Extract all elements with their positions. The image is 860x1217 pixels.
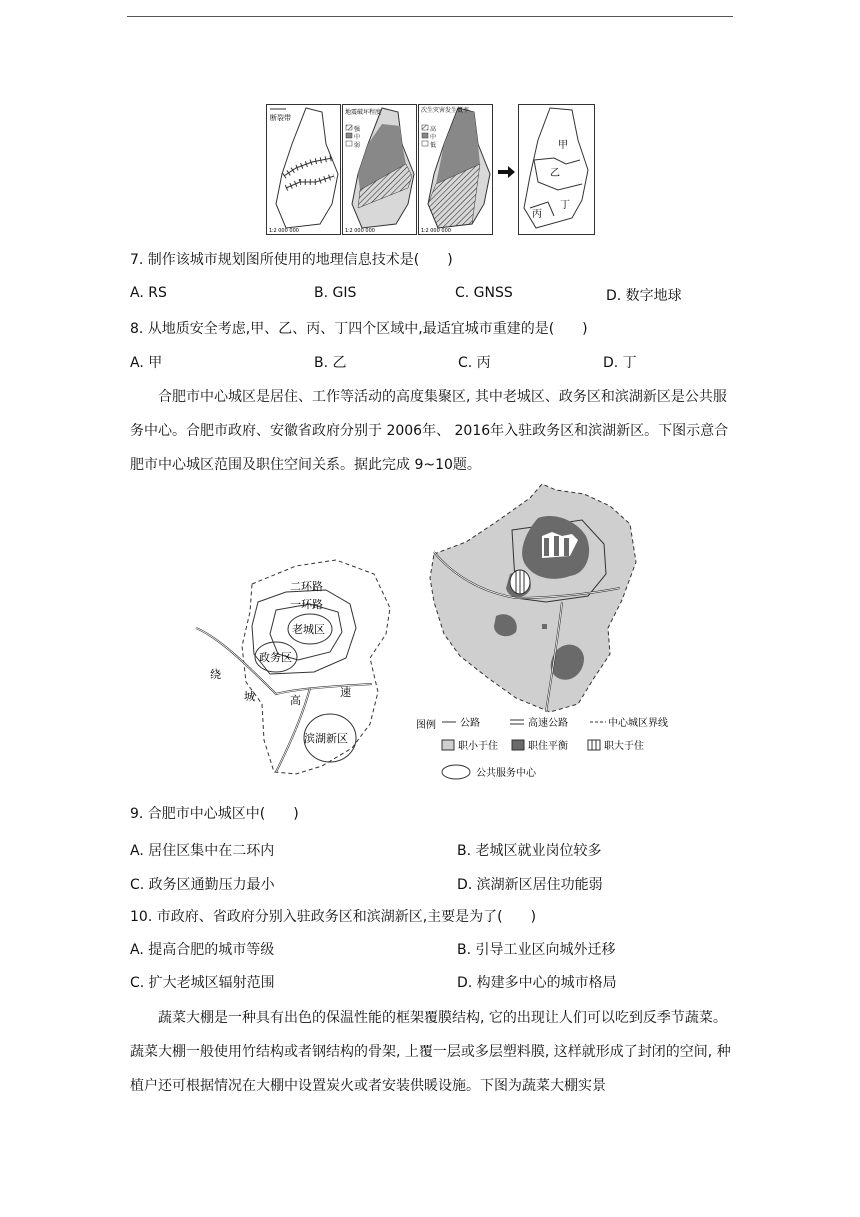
q9-option-b[interactable]: B. 老城区就业岗位较多 — [457, 843, 602, 859]
svg-text:乙: 乙 — [550, 168, 560, 179]
q10-option-b[interactable]: B. 引导工业区向城外迁移 — [457, 942, 616, 958]
q9-stem: 9. 合肥市中心城区中( ) — [130, 806, 299, 822]
q10-option-c[interactable]: C. 扩大老城区辐射范围 — [130, 975, 275, 991]
q8-option-a[interactable]: A. 甲 — [130, 355, 163, 371]
q7-option-c[interactable]: C. GNSS — [455, 285, 513, 301]
svg-text:高速公路: 高速公路 — [528, 718, 568, 729]
svg-text:职住平衡: 职住平衡 — [528, 741, 568, 752]
svg-text:丁: 丁 — [560, 200, 570, 211]
svg-text:弱: 弱 — [354, 142, 361, 149]
svg-text:次生灾害发生概率: 次生灾害发生概率 — [421, 107, 470, 114]
svg-text:公共服务中心: 公共服务中心 — [476, 768, 536, 779]
q10-option-d[interactable]: D. 构建多中心的城市格局 — [457, 975, 617, 991]
svg-text:老城区: 老城区 — [292, 623, 325, 636]
svg-text:1∶2 000 000: 1∶2 000 000 — [345, 228, 375, 234]
passage-greenhouse: 蔬菜大棚是一种具有出色的保温性能的框架覆膜结构, 它的出现让人们可以吃到反季节蔬菜。蔬菜大棚一般使用竹结构或者钢结构的骨架, 上覆一层或多层塑料膜, 这样就形成了封闭的空间, 种植户还可根据情况在大棚中设置炭火或者安装供暖设施。下图为蔬菜大棚实景 — [130, 1010, 731, 1094]
svg-text:一环路: 一环路 — [290, 598, 323, 611]
svg-text:1∶2 000 000: 1∶2 000 000 — [269, 228, 299, 234]
svg-text:丙: 丙 — [532, 209, 542, 220]
map-legend — [416, 716, 668, 779]
svg-text:高: 高 — [430, 126, 437, 133]
q7-option-a[interactable]: A. RS — [130, 285, 167, 301]
q8-stem: 8. 从地质安全考虑,甲、乙、丙、丁四个区域中,最适宜城市重建的是( ) — [130, 321, 588, 337]
q8-option-c[interactable]: C. 丙 — [458, 355, 491, 371]
q9-option-a[interactable]: A. 居住区集中在二环内 — [130, 843, 275, 859]
q9-option-d[interactable]: D. 滨湖新区居住功能弱 — [457, 877, 603, 893]
svg-text:公路: 公路 — [460, 718, 480, 729]
q10-stem: 10. 市政府、省政府分别入驻政务区和滨湖新区,主要是为了( ) — [130, 909, 537, 925]
right-map — [430, 484, 636, 712]
q7-stem: 7. 制作该城市规划图所使用的地理信息技术是( ) — [130, 252, 453, 268]
svg-text:速: 速 — [340, 686, 351, 699]
svg-text:1∶2 000 000: 1∶2 000 000 — [421, 228, 451, 234]
svg-text:滨湖新区: 滨湖新区 — [304, 732, 348, 745]
svg-text:职大于住: 职大于住 — [604, 741, 644, 752]
figure-hefei-maps — [190, 478, 680, 790]
q8-option-d[interactable]: D. 丁 — [603, 355, 637, 371]
q9-option-c[interactable]: C. 政务区通勤压力最小 — [130, 877, 275, 893]
svg-text:二环路: 二环路 — [290, 580, 323, 593]
svg-text:甲: 甲 — [558, 140, 568, 151]
passage-hefei: 合肥市中心城区是居住、工作等活动的高度集聚区, 其中老城区、政务区和滨湖新区是公共服务中心。合肥市政府、安徽省政府分别于 2006年、 2016年入驻政务区和滨湖新区。下图示意合肥市中心城区范围及职住空间关系。据此完成 9~10题。 — [130, 389, 729, 473]
svg-text:中心城区界线: 中心城区界线 — [608, 718, 668, 729]
svg-text:图例: 图例 — [416, 720, 436, 731]
figure-earthquake-planning — [266, 104, 596, 238]
svg-text:中: 中 — [430, 134, 437, 141]
svg-text:低: 低 — [430, 142, 437, 149]
svg-text:政务区: 政务区 — [259, 651, 292, 664]
left-map — [196, 560, 390, 774]
svg-text:城: 城 — [244, 690, 255, 703]
arrow-icon — [498, 166, 515, 178]
svg-text:强: 强 — [354, 126, 361, 133]
svg-text:职小于住: 职小于住 — [458, 741, 498, 752]
svg-text:高: 高 — [290, 694, 301, 707]
q7-option-d[interactable]: D. 数字地球 — [606, 288, 682, 304]
panel1-legend-title: 断裂带 — [270, 114, 291, 122]
q8-option-b[interactable]: B. 乙 — [314, 355, 347, 371]
svg-text:中: 中 — [354, 134, 361, 141]
header-rule — [127, 16, 733, 17]
q10-option-a[interactable]: A. 提高合肥的城市等级 — [130, 942, 275, 958]
q7-option-b[interactable]: B. GIS — [314, 285, 357, 301]
svg-text:绕: 绕 — [210, 668, 221, 681]
svg-text:地震破坏程度: 地震破坏程度 — [345, 109, 382, 116]
